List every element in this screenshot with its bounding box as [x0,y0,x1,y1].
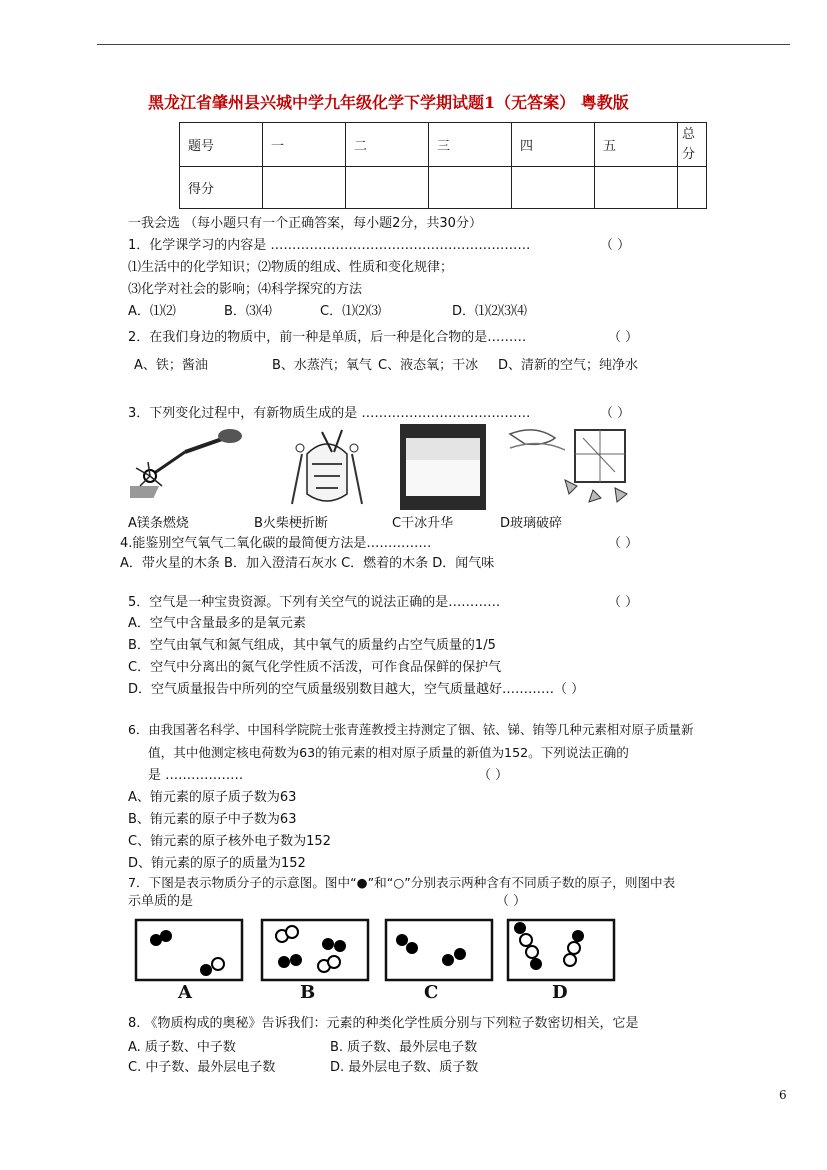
answer-blank[interactable]: （ ） [600,406,631,421]
question-4-options: A．带火星的木条 B．加入澄清石灰水 C．燃着的木条 D．闻气味 [120,556,495,571]
caption-a: A镁条燃烧 [128,516,189,531]
answer-blank[interactable]: （ ） [478,768,509,783]
header-rule [97,44,790,45]
option-d: D. 最外层电子数、质子数 [330,1060,479,1075]
caption-b: B火柴梗折断 [254,516,328,531]
caption-d: D玻璃破碎 [500,516,563,531]
page-number: 6 [779,1088,787,1102]
section-heading: 一我会选 （每小题只有一个正确答案，每小题2分，共30分） [128,216,482,231]
score-header-cell: 总分 [678,123,707,167]
score-cell[interactable] [429,167,512,209]
question-7-line: 示单质的是 [128,894,194,909]
caption-c: C干冰升华 [392,516,454,531]
option-d: D、清新的空气；纯净水 [498,358,639,373]
option-a: A、铕元素的原子质子数为63 [128,790,297,805]
option-a: A．空气中含量最多的是氧元素 [128,616,306,631]
option-d: D．⑴⑵⑶⑷ [452,304,528,319]
diagram-label-b: B [300,982,316,1002]
score-cell[interactable] [512,167,595,209]
question-7-line: 7．下图是表示物质分子的示意图。图中“●”和“○”分别表示两种含有不同质子数的原子，则图中表 [128,875,676,890]
question-8-stem: 8. 《物质构成的奥秘》告诉我们：元素的种类化学性质分别与下列粒子数密切相关，它是 [128,1016,639,1031]
diagram-label-d: D [552,982,568,1002]
matchstick-breaking-image [262,424,382,510]
answer-blank[interactable]: （ ） [600,238,631,253]
question-3-stem: 3．下列变化过程中，有新物质生成的是 ………………………………… [128,406,531,421]
question-2-stem: 2．在我们身边的物质中，前一种是单质，后一种是化合物的是……… [128,330,527,345]
diagram-label-a: A [178,982,192,1002]
page-title: 黑龙江省肇州县兴城中学九年级化学下学期试题1（无答案） 粤教版 [148,93,629,112]
option-c: C、液态氧；干冰 [378,358,479,373]
question-1-line: ⑶化学对社会的影响；⑷科学探究的方法 [128,282,363,297]
question-1-stem: 1．化学课学习的内容是 …………………………………………………… [128,238,531,253]
answer-blank[interactable]: （ ） [608,536,639,551]
score-header-cell: 一 [263,123,346,167]
diagram-label-c: C [424,982,439,1002]
option-d: D、铕元素的原子的质量为152 [128,856,306,871]
option-d: D．空气质量报告中所列的空气质量级别数目越大，空气质量越好…………（ ） [128,682,585,697]
score-header-cell: 题号 [180,123,263,167]
score-row-label: 得分 [180,167,263,209]
molecule-diagram [128,914,618,1002]
score-table [179,122,707,209]
score-header-cell: 二 [346,123,429,167]
option-c: C. 中子数、最外层电子数 [128,1060,276,1075]
question-6-line: 6．由我国著名科学、中国科学院院士张青莲教授主持测定了铟、铱、锑、铕等几种元素相对原子质量新 [128,722,694,737]
option-b: B、水蒸汽；氧气 [272,358,372,373]
score-cell[interactable] [263,167,346,209]
question-4-stem: 4.能鉴别空气氧气二氧化碳的最简便方法是…………… [120,536,432,551]
score-cell[interactable] [346,167,429,209]
option-b: B. 质子数、最外层电子数 [330,1040,478,1055]
magnesium-burning-image [130,424,250,510]
glass-breaking-image [505,424,650,510]
option-c: C、铕元素的原子核外电子数为152 [128,834,331,849]
option-b: B．空气由氧气和氮气组成，其中氧气的质量约占空气质量的1/5 [128,638,496,653]
option-c: C．空气中分离出的氮气化学性质不活泼，可作食品保鲜的保护气 [128,660,502,675]
score-cell[interactable] [678,167,707,209]
score-header-cell: 五 [595,123,678,167]
score-header-cell: 三 [429,123,512,167]
score-header-cell: 四 [512,123,595,167]
question-1-line: ⑴生活中的化学知识；⑵物质的组成、性质和变化规律； [128,260,454,275]
dry-ice-sublimation-image [400,424,486,510]
answer-blank[interactable]: （ ） [608,330,639,345]
question-6-line: 是 ……………… [148,768,244,783]
answer-blank[interactable]: （ ） [608,595,639,610]
option-b: B．⑶⑷ [224,304,272,319]
option-c: C．⑴⑵⑶ [320,304,382,319]
option-a: A、铁；酱油 [134,358,208,373]
option-a: A．⑴⑵ [128,304,176,319]
question-6-line: 值，其中他测定核电荷数为63的铕元素的相对原子质量的新值为152。下列说法正确的 [148,745,629,760]
option-a: A. 质子数、中子数 [128,1040,236,1055]
option-b: B、铕元素的原子中子数为63 [128,812,297,827]
score-cell[interactable] [595,167,678,209]
question-5-stem: 5．空气是一种宝贵资源。下列有关空气的说法正确的是………… [128,595,501,610]
answer-blank[interactable]: （ ） [496,894,527,909]
